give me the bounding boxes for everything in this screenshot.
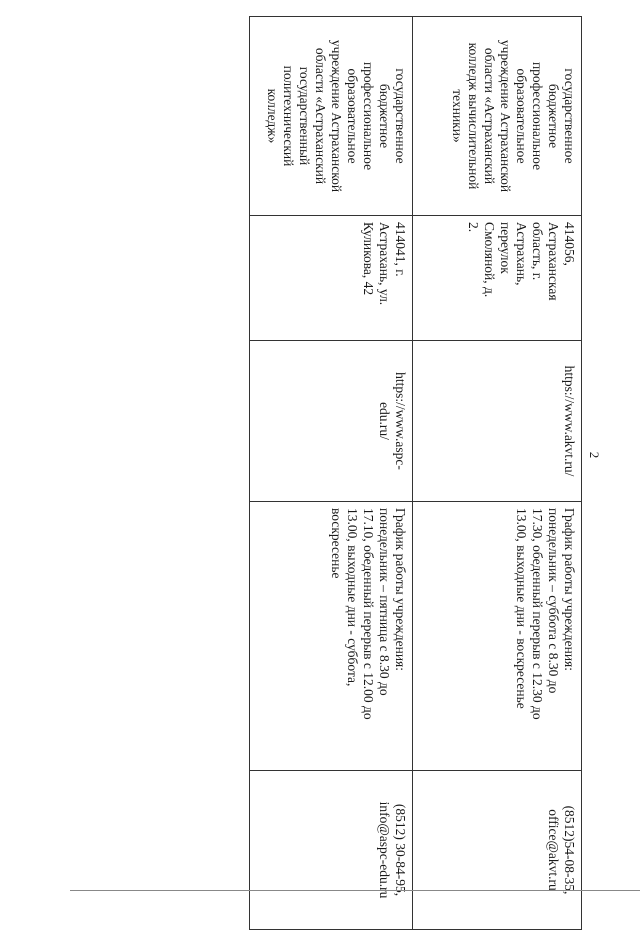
institution-name-cell <box>413 17 582 216</box>
text-line: бюджетное <box>546 83 561 149</box>
footer-divider <box>70 890 640 891</box>
email-link[interactable]: info@aspc-edu.ru <box>377 801 392 899</box>
text-line: колледж вычислительной <box>466 42 481 190</box>
website-cell <box>413 341 582 502</box>
text-line: учреждение Астраханской <box>329 39 344 193</box>
website-link[interactable]: edu.ru/ <box>377 402 392 440</box>
text-line: профессиональное <box>530 61 545 171</box>
text-line: область, г. <box>530 222 545 281</box>
text-line: области «Астраханский <box>313 47 328 185</box>
text-line: График работы учреждения: <box>562 508 577 672</box>
institution-name-cell <box>250 17 413 216</box>
text-line: 414056, <box>562 222 577 266</box>
text-line: образовательное <box>514 68 529 164</box>
text-line: Астраханская <box>546 222 561 301</box>
website-link[interactable]: https://www.aspc- <box>393 372 408 470</box>
text-line: понедельник – пятница с 8.30 до <box>377 508 392 696</box>
page-number: 2 <box>587 451 602 459</box>
text-line: 17.30, обеденный перерыв с 12.30 до <box>530 508 545 720</box>
text-line: учреждение Астраханской <box>498 39 513 193</box>
text-line: государственный <box>297 66 312 166</box>
text-line: государственное <box>562 68 577 164</box>
text-line: образовательное <box>345 68 360 164</box>
text-line: Астрахань, <box>514 222 529 286</box>
working-hours-cell <box>413 502 582 771</box>
text-line: техники» <box>450 89 465 143</box>
text-line: 17.10, обеденный перерыв с 12.00 до <box>361 508 376 720</box>
phone-number: (8512)54-08-35, <box>562 805 577 895</box>
text-line: государственное <box>393 68 408 164</box>
text-line: бюджетное <box>377 83 392 149</box>
text-line: 414041, г. <box>393 222 408 277</box>
table-row <box>413 17 582 930</box>
text-line: 2. <box>466 222 481 233</box>
text-line: профессиональное <box>361 61 376 171</box>
text-line: колледж» <box>265 88 280 144</box>
text-line: воскресенье <box>329 508 344 579</box>
address-cell <box>250 216 413 341</box>
text-line: понедельник – суббота с 8.30 до <box>546 508 561 694</box>
email-link[interactable]: office@akvt.ru <box>546 809 561 891</box>
text-line: Астрахань, ул. <box>377 222 392 306</box>
text-line: области «Астраханский <box>482 47 497 185</box>
text-line: 13.00, выходные дни - воскресенье <box>514 508 529 709</box>
working-hours-cell <box>250 502 413 771</box>
text-line: 13.00, выходные дни - суббота, <box>345 508 360 687</box>
text-line: политехнический <box>281 65 296 167</box>
text-line: Куликова, 42 <box>361 222 376 296</box>
text-line: переулок <box>498 222 513 274</box>
institutions-table <box>249 16 582 930</box>
rotated-table-container <box>250 16 582 899</box>
contacts-cell <box>250 771 413 930</box>
phone-number: (8512) 30-84-95, <box>393 803 408 897</box>
table-row <box>250 17 413 930</box>
website-link[interactable]: https://www.akvt.ru/ <box>562 365 577 477</box>
contacts-cell <box>413 771 582 930</box>
text-line: График работы учреждения: <box>393 508 408 672</box>
address-cell <box>413 216 582 341</box>
website-cell <box>250 341 413 502</box>
text-line: Смоляной, д. <box>482 222 497 298</box>
